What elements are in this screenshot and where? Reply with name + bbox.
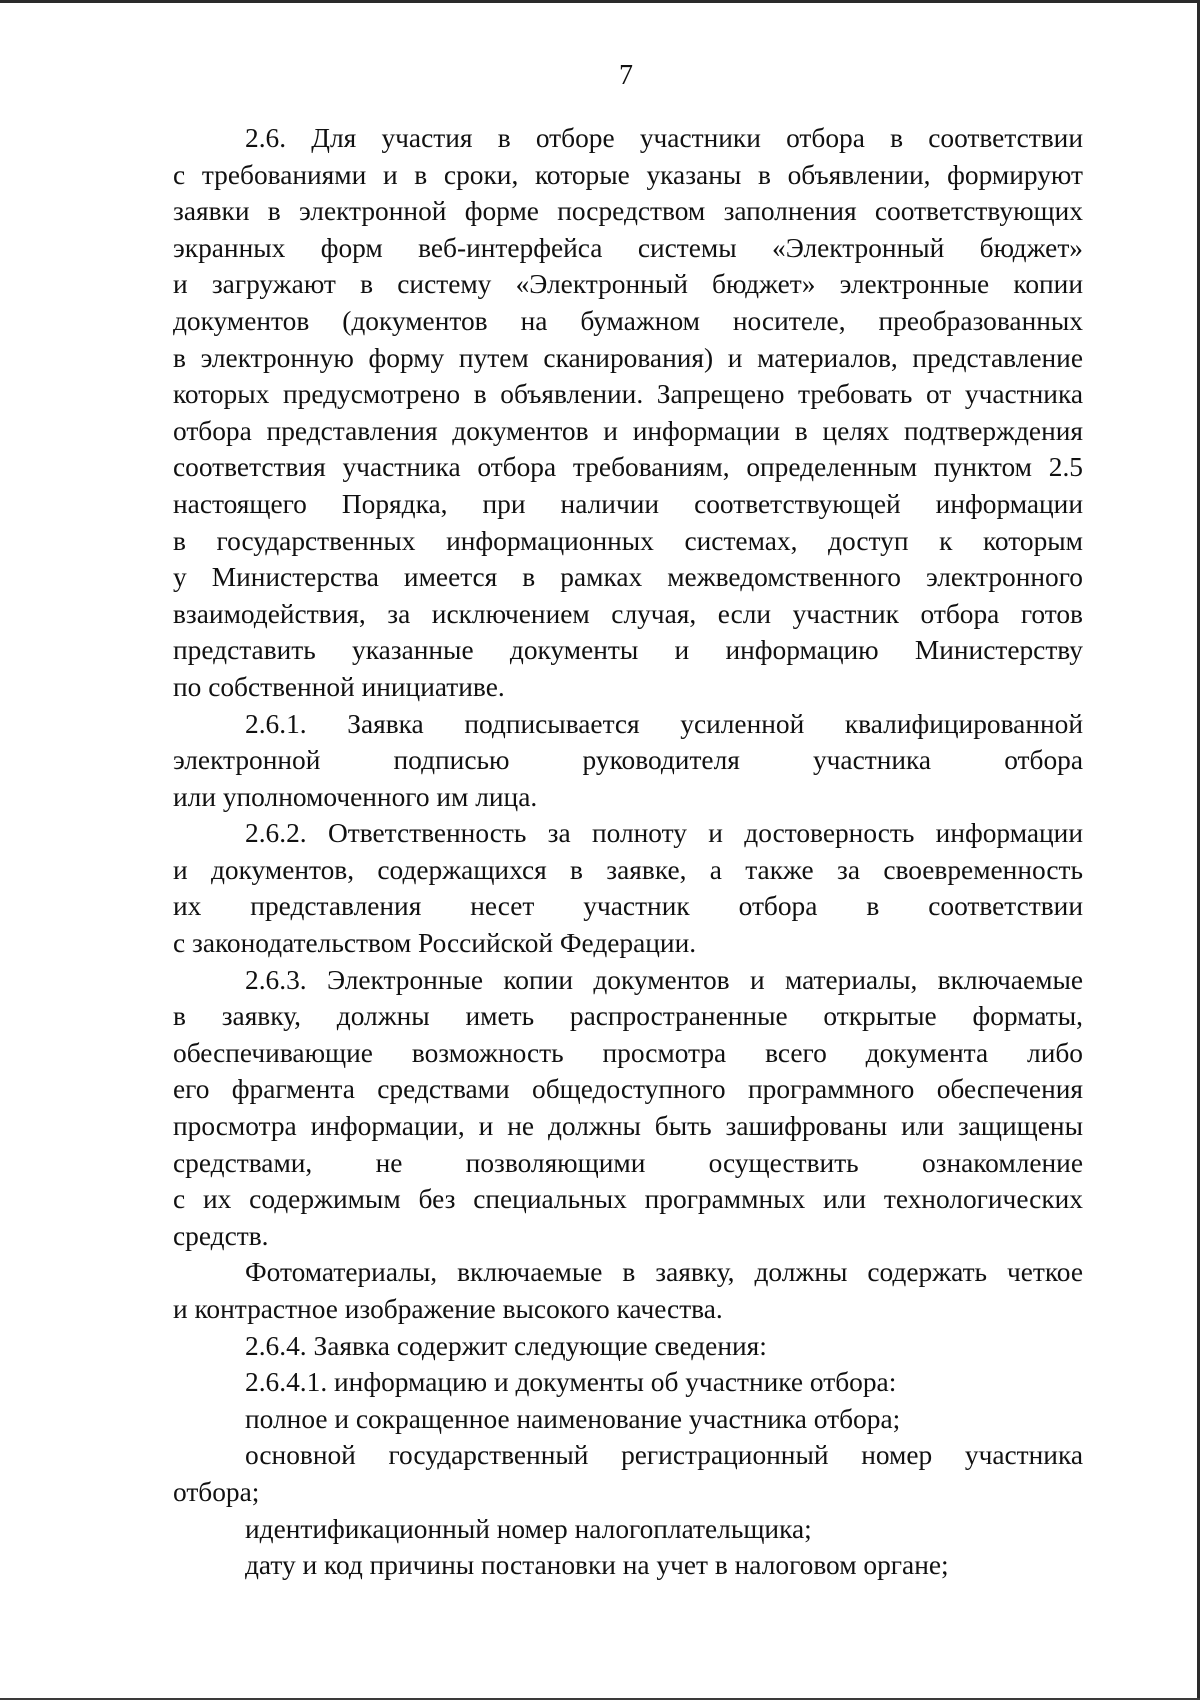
text-line: соответствия участника отбора требованиям, определенным пунктом 2.5 bbox=[173, 452, 1083, 483]
text-line: по собственной инициативе. bbox=[173, 671, 505, 702]
paragraph-2-6-4 bbox=[173, 1328, 1083, 1365]
page-number: 7 bbox=[619, 60, 633, 91]
text-line: у Министерства имеется в рамках межведомственного электронного bbox=[173, 562, 1083, 593]
paragraph-inn bbox=[173, 1511, 1083, 1548]
text-line: экранных форм веб-интерфейса системы «Электронный бюджет» bbox=[173, 232, 1083, 263]
text-line: заявки в электронной форме посредством заполнения соответствующих bbox=[173, 196, 1083, 227]
text-line: основной государственный регистрационный номер участника bbox=[245, 1440, 1083, 1471]
text-line: 2.6.4.1. информацию и документы об участнике отбора: bbox=[245, 1367, 897, 1398]
paragraph-name bbox=[173, 1401, 1083, 1438]
text-line: или уполномоченного им лица. bbox=[173, 781, 538, 812]
text-line: 2.6. Для участия в отборе участники отбора в соответствии bbox=[245, 123, 1083, 153]
text-line: и контрастное изображение высокого качества. bbox=[173, 1294, 723, 1324]
text-line: в государственных информационных системах, доступ к которым bbox=[173, 525, 1083, 556]
paragraph-2-6-1 bbox=[173, 706, 1083, 816]
document-body bbox=[173, 120, 1083, 1584]
text-line: и загружают в систему «Электронный бюджет» электронные копии bbox=[173, 269, 1083, 300]
text-line: в электронную форму путем сканирования) и материалов, представление bbox=[173, 342, 1083, 373]
text-line: отбора; bbox=[173, 1476, 260, 1507]
text-line: обеспечивающие возможность просмотра всего документа либо bbox=[173, 1037, 1083, 1068]
text-line: взаимодействия, за исключением случая, если участник отбора готов bbox=[173, 598, 1083, 629]
text-line: с требованиями и в сроки, которые указаны в объявлении, формируют bbox=[173, 159, 1083, 190]
text-line: дату и код причины постановки на учет в налоговом органе; bbox=[245, 1550, 949, 1581]
paragraph-2-6-4-1 bbox=[173, 1364, 1083, 1401]
text-line: отбора представления документов и информации в целях подтверждения bbox=[173, 415, 1083, 446]
paragraph-kpp bbox=[173, 1547, 1083, 1584]
text-line: просмотра информации, и не должны быть зашифрованы или защищены bbox=[173, 1111, 1083, 1142]
text-line: документов (документов на бумажном носителе, преобразованных bbox=[173, 305, 1083, 336]
text-line: полное и сокращенное наименование участника отбора; bbox=[245, 1403, 901, 1434]
paragraph-photo bbox=[173, 1254, 1083, 1327]
paragraph-ogrn bbox=[173, 1437, 1083, 1510]
text-line: идентификационный номер налогоплательщика; bbox=[245, 1513, 812, 1544]
text-line: представить указанные документы и информацию Министерству bbox=[173, 635, 1083, 666]
text-line: в заявку, должны иметь распространенные открытые форматы, bbox=[173, 1001, 1083, 1032]
text-line: с их содержимым без специальных программных или технологических bbox=[173, 1184, 1083, 1215]
text-line: электронной подписью руководителя участника отбора bbox=[173, 745, 1083, 776]
text-line: настоящего Порядка, при наличии соответствующей информации bbox=[173, 488, 1083, 519]
text-line: средствами, не позволяющими осуществить ознакомление bbox=[173, 1147, 1083, 1178]
text-line: его фрагмента средствами общедоступного программного обеспечения bbox=[173, 1074, 1083, 1105]
text-line: которых предусмотрено в объявлении. Запрещено требовать от участника bbox=[173, 379, 1083, 410]
text-line: 2.6.2. Ответственность за полноту и достоверность информации bbox=[245, 818, 1083, 849]
text-line: их представления несет участник отбора в соответствии bbox=[173, 891, 1083, 922]
text-line: 2.6.3. Электронные копии документов и материалы, включаемые bbox=[245, 964, 1083, 995]
scan-edge-top bbox=[0, 0, 1200, 3]
text-line: 2.6.4. Заявка содержит следующие сведения: bbox=[245, 1330, 767, 1361]
text-line: Фотоматериалы, включаемые в заявку, должны содержать четкое bbox=[245, 1257, 1083, 1288]
paragraph-2-6 bbox=[173, 120, 1083, 706]
paragraph-2-6-2 bbox=[173, 815, 1083, 961]
text-line: с законодательством Российской Федерации. bbox=[173, 928, 697, 959]
text-line: и документов, содержащихся в заявке, а также за своевременность bbox=[173, 854, 1083, 885]
text-line: средств. bbox=[173, 1220, 269, 1251]
paragraph-2-6-3 bbox=[173, 962, 1083, 1255]
text-line: 2.6.1. Заявка подписывается усиленной квалифицированной bbox=[245, 708, 1083, 739]
